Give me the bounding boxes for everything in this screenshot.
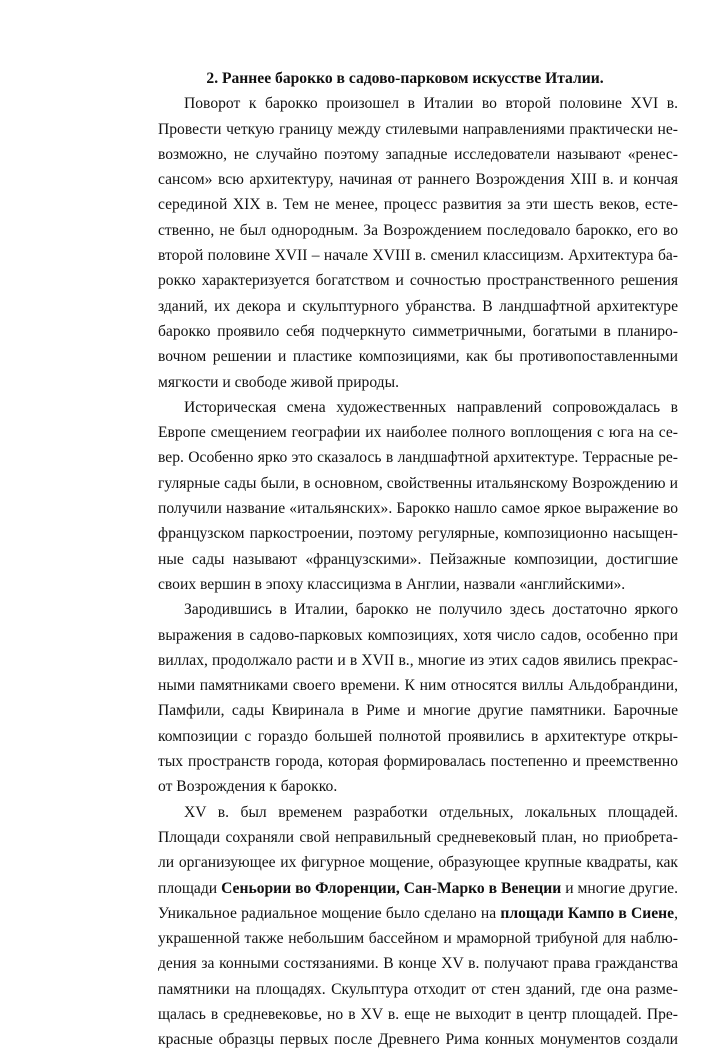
text-line-mixed — [132, 901, 678, 926]
text-run: и многие другие. — [561, 879, 678, 897]
text-run: , — [674, 904, 678, 922]
text-run: площади — [158, 879, 222, 897]
text-run: Уникальное радиальное мощение было сделано на — [158, 904, 501, 922]
text-line-mixed — [132, 876, 678, 901]
text-line: красные образцы первых после Древнего Рима конных монументов создали — [158, 1031, 678, 1049]
paragraph-3 — [132, 597, 678, 799]
text-line: дения за конными состязаниями. В конце XV в. получают права гражданства — [158, 955, 678, 973]
text-line: вочном решении и пластике композициями, как бы противопоставленными — [158, 348, 678, 366]
text-line: французском паркостроении, поэтому регулярные, композиционно насыщен- — [158, 525, 678, 543]
text-line: композиции с гораздо большей полнотой проявились в архитектуре откры- — [158, 727, 678, 745]
text-line: украшенной также небольшим бассейном и мраморной трибуной для наблю- — [158, 930, 678, 948]
paragraph-4 — [132, 800, 678, 1053]
text-line: серединой XIX в. Тем не менее, процесс развития за эти шесть веков, есте- — [158, 196, 678, 214]
document-page — [132, 66, 678, 1053]
text-line: зданий, их декора и скульптурного убранства. В ландшафтной архитектуре — [158, 297, 678, 315]
text-line: мягкости и свободе живой природы. — [158, 373, 399, 391]
text-line: Памфили, сады Квиринала в Риме и многие другие памятники. Барочные — [158, 702, 678, 720]
text-line: ные сады называют «французскими». Пейзажные композиции, достигшие — [158, 550, 678, 568]
text-line: тых пространств города, которая формировалась постепенно и преемственно — [158, 753, 678, 771]
text-line: рокко характеризуется богатством и сочностью пространственного решения — [158, 272, 678, 290]
text-line: памятники на площадях. Скульптура отходит от стен зданий, где она разме- — [158, 980, 678, 998]
text-line: XV в. был временем разработки отдельных, локальных площадей. — [184, 803, 678, 821]
text-line: Историческая смена художественных направлений сопровождалась в — [184, 398, 678, 416]
text-line: щалась в средневековье, но в XV в. еще не выходит в центр площадей. Пре- — [158, 1005, 678, 1023]
text-line: ственно, не был однородным. За Возрождением последовало барокко, его во — [158, 221, 678, 239]
text-line: гулярные сады были, в основном, свойственны итальянскому Возрождению и — [158, 474, 678, 492]
text-line: своих вершин в эпоху классицизма в Англии, назвали «английскими». — [158, 575, 626, 593]
paragraph-1 — [132, 91, 678, 395]
text-line: вер. Особенно ярко это сказалось в ландшафтной архитектуре. Террасные ре- — [158, 449, 678, 467]
text-line: Провести четкую границу между стилевыми направлениями практически не- — [158, 120, 678, 138]
bold-place-name: площади Кампо в Сиене — [500, 904, 675, 922]
section-heading: 2. Раннее барокко в садово-парковом искусстве Италии. — [206, 70, 604, 87]
text-line: ными памятниками своего времени. К ним относятся виллы Альдобрандини, — [158, 677, 678, 695]
text-line: второй половине XVII – начале XVIII в. сменил классицизм. Архитектура ба- — [158, 247, 678, 265]
text-line: выражения в садово-парковых композициях, хотя число садов, особенно при — [158, 626, 678, 644]
text-line: сансом» всю архитектуру, начиная от раннего Возрождения XIII в. и кончая — [158, 171, 678, 189]
text-line: Поворот к барокко произошел в Италии во второй половине XVI в. — [184, 95, 678, 113]
bold-place-names: Сеньории во Флоренции, Сан-Марко в Венеции — [221, 879, 562, 897]
text-line: возможно, не случайно поэтому западные исследователи называют «ренес- — [158, 145, 678, 163]
text-line: Площади сохраняли свой неправильный средневековый план, но приобрета- — [158, 828, 678, 846]
text-line: Европе смещением географии их наиболее полного воплощения с юга на се- — [158, 424, 678, 442]
text-line: Зародившись в Италии, барокко не получило здесь достаточно яркого — [184, 601, 678, 619]
text-line: барокко проявило себя подчеркнуто симметричными, богатыми в планиро- — [158, 322, 678, 340]
paragraph-2 — [132, 395, 678, 597]
text-line: ли организующее их фигурное мощение, образующее крупные квадраты, как — [158, 854, 678, 872]
text-line: получили название «итальянских». Барокко нашло самое яркое выражение во — [158, 500, 678, 518]
text-line: виллах, продолжало расти и в XVII в., многие из этих садов явились прекрас- — [158, 651, 678, 669]
text-line: от Возрождения к барокко. — [158, 778, 338, 796]
